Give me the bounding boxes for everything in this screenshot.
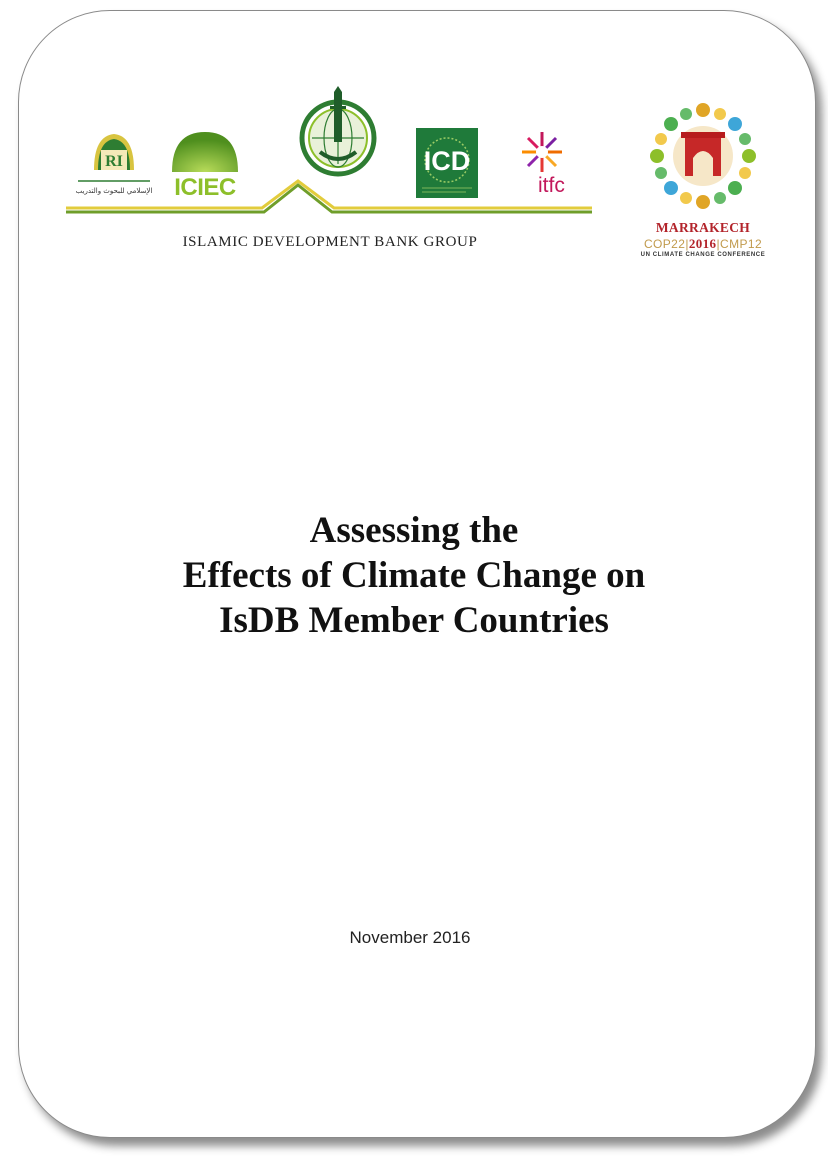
cop-left: COP22 bbox=[643, 237, 686, 251]
cop-right: CMP12 bbox=[720, 237, 763, 251]
cop-event-line: COP22|2016|CMP12 bbox=[643, 236, 763, 251]
irti-caption: الإسلامي للبحوث والتدريب bbox=[75, 187, 153, 195]
cop-year: 2016 bbox=[688, 236, 717, 251]
document-title bbox=[110, 508, 718, 643]
title-line-3: IsDB Member Countries bbox=[219, 600, 609, 641]
cop-city: MARRAKECH bbox=[655, 220, 751, 235]
cop22-marrakech-logo bbox=[628, 96, 778, 266]
isdb-group-logo-band bbox=[66, 86, 594, 221]
publication-date: November 2016 bbox=[349, 928, 471, 947]
group-name: ISLAMIC DEVELOPMENT BANK GROUP bbox=[182, 234, 478, 250]
title-line-2: Effects of Climate Change on bbox=[182, 555, 646, 596]
icd-wordmark: ICD bbox=[423, 146, 471, 176]
irti-logo bbox=[74, 126, 154, 198]
isdb-emblem-logo bbox=[290, 86, 386, 178]
title-line-1: Assessing the bbox=[309, 510, 519, 551]
iciec-wordmark: ICIEC bbox=[174, 174, 236, 201]
itfc-wordmark: itfc bbox=[538, 174, 565, 197]
itfc-logo bbox=[516, 130, 590, 200]
svg-text:RI: RI bbox=[105, 153, 123, 170]
icd-logo bbox=[416, 128, 478, 198]
cop-subtitle: UN CLIMATE CHANGE CONFERENCE bbox=[640, 252, 766, 258]
iciec-logo bbox=[166, 128, 244, 200]
